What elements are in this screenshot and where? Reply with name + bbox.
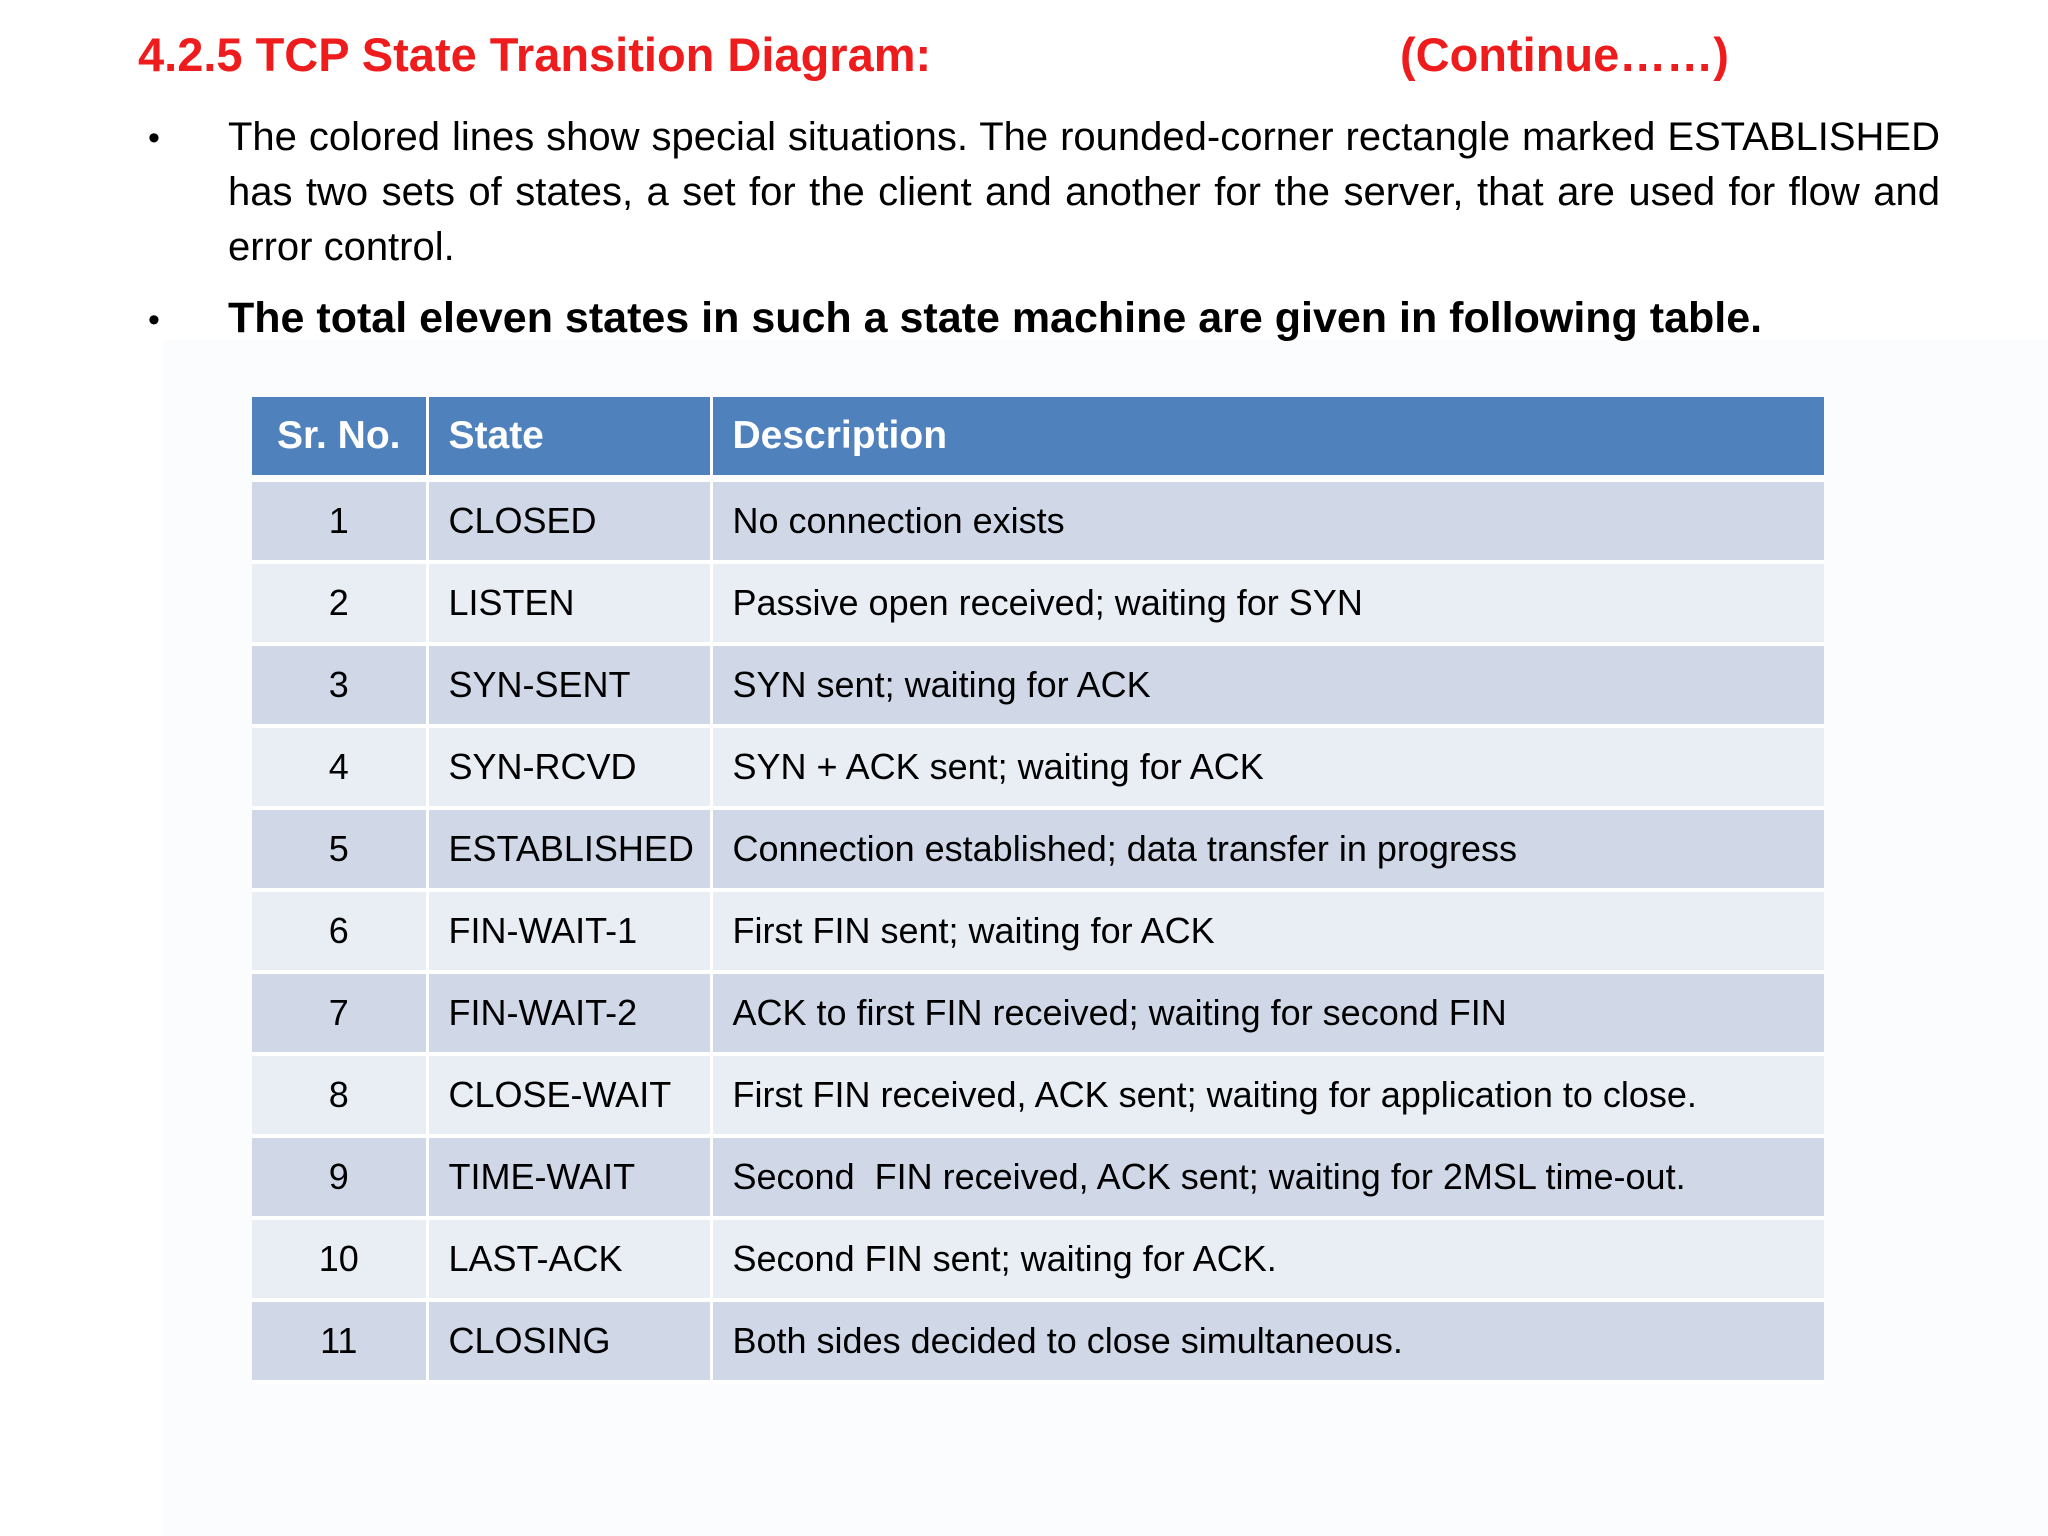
header-description: Description: [711, 397, 1824, 479]
row-sr-no: 6: [252, 890, 427, 972]
row-sr-no: 2: [252, 562, 427, 644]
row-sr-no: 10: [252, 1218, 427, 1300]
row-description: Second FIN sent; waiting for ACK.: [711, 1218, 1824, 1300]
table-row: [252, 1054, 1824, 1136]
table-row: [252, 972, 1824, 1054]
row-state: ESTABLISHED: [427, 808, 711, 890]
row-state: SYN-RCVD: [427, 726, 711, 808]
row-description: Connection established; data transfer in progress: [711, 808, 1824, 890]
table-row: [252, 890, 1824, 972]
row-description: SYN + ACK sent; waiting for ACK: [711, 726, 1824, 808]
table-header-row: [252, 397, 1824, 479]
row-description: First FIN received, ACK sent; waiting for application to close.: [711, 1054, 1824, 1136]
table-row: [252, 726, 1824, 808]
title-text: 4.2.5 TCP State Transition Diagram:: [138, 28, 932, 81]
header-state: State: [427, 397, 711, 479]
header-sr-no: Sr. No.: [252, 397, 427, 479]
row-description: Second FIN received, ACK sent; waiting for 2MSL time-out.: [711, 1136, 1824, 1218]
row-description: SYN sent; waiting for ACK: [711, 644, 1824, 726]
row-sr-no: 9: [252, 1136, 427, 1218]
row-state: LISTEN: [427, 562, 711, 644]
row-state: FIN-WAIT-1: [427, 890, 711, 972]
row-state: FIN-WAIT-2: [427, 972, 711, 1054]
row-description: Passive open received; waiting for SYN: [711, 562, 1824, 644]
table-row: [252, 644, 1824, 726]
row-sr-no: 4: [252, 726, 427, 808]
row-sr-no: 8: [252, 1054, 427, 1136]
table-row: [252, 1218, 1824, 1300]
row-state: CLOSE-WAIT: [427, 1054, 711, 1136]
row-sr-no: 11: [252, 1300, 427, 1382]
bullet-paragraph-2: The total eleven states in such a state machine are given in following table.: [228, 294, 1763, 342]
bullet-paragraph-1: The colored lines show special situations. The rounded-corner rectangle marked ESTABLISHED has two sets of states, a set for the client and another for the server, that are used for flow and error control.: [228, 115, 1940, 269]
row-state: SYN-SENT: [427, 644, 711, 726]
row-description: ACK to first FIN received; waiting for second FIN: [711, 972, 1824, 1054]
slide-title: [138, 20, 1738, 90]
bullet-icon: •: [148, 119, 160, 157]
row-state: LAST-ACK: [427, 1218, 711, 1300]
row-sr-no: 7: [252, 972, 427, 1054]
row-sr-no: 3: [252, 644, 427, 726]
row-state: TIME-WAIT: [427, 1136, 711, 1218]
row-state: CLOSED: [427, 479, 711, 563]
row-state: CLOSING: [427, 1300, 711, 1382]
table-row: [252, 808, 1824, 890]
table-row: [252, 562, 1824, 644]
tcp-states-table: [252, 397, 1824, 1384]
row-description: First FIN sent; waiting for ACK: [711, 890, 1824, 972]
row-sr-no: 1: [252, 479, 427, 563]
table-row: [252, 1300, 1824, 1382]
table-row: [252, 1136, 1824, 1218]
row-sr-no: 5: [252, 808, 427, 890]
row-description: Both sides decided to close simultaneous.: [711, 1300, 1824, 1382]
continue-label: (Continue……): [1400, 28, 1729, 81]
table-row: [252, 479, 1824, 563]
bullet-icon: •: [148, 301, 160, 339]
row-description: No connection exists: [711, 479, 1824, 563]
